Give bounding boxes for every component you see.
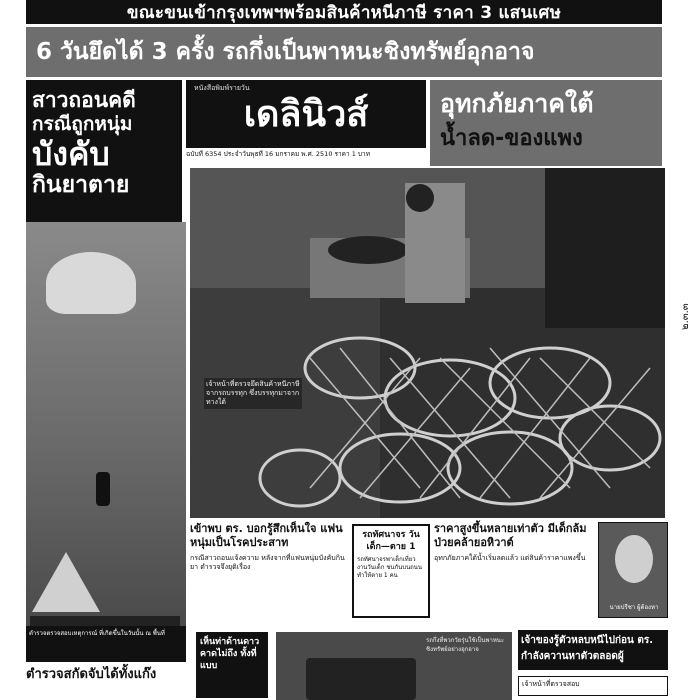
left-headline-line-1: สาวถอนคดี bbox=[32, 88, 136, 112]
bottom-box-story bbox=[352, 524, 430, 618]
masthead-name: เดลินิวส์ bbox=[243, 94, 369, 135]
bottom-story-2-headline: ราคาสูงขึ้นหลายเท่าตัว มีเด็กล้มป่วยคล้ายอหิวาต์ bbox=[434, 522, 587, 549]
masthead-tagline: หนังสือพิมพ์รายวัน bbox=[194, 84, 250, 92]
flood-headline-line-2: น้ำลด-ของแพง bbox=[440, 126, 583, 151]
flood-headline-line-1: อุทกภัยภาคใต้ bbox=[440, 89, 594, 118]
main-photo-caption: เจ้าหน้าที่ตรวจยึดสินค้าหนีภาษีจากรถบรรทุก ซึ่งบรรทุกมาจากทางใต้ bbox=[204, 378, 302, 409]
flood-headline bbox=[430, 80, 662, 166]
bottom-left-headline: ตำรวจสกัดจับได้ทั้งแก๊ง bbox=[26, 667, 157, 682]
main-photo bbox=[190, 168, 665, 518]
bottom-story-2 bbox=[434, 522, 594, 622]
bottom-box-body: รถทัศนาจรพาเด็กเที่ยวงานวันเด็ก ชนกันบนถนน ทำให้ตาย 1 คน bbox=[357, 556, 423, 579]
left-headline-line-3: บังคับ bbox=[32, 135, 110, 173]
truck-shape bbox=[306, 658, 416, 700]
bottom-story-2-body: อุทกภัยภาคใต้น้ำเริ่มลดแล้ว แต่สินค้าราคาแพงขึ้น bbox=[434, 554, 586, 562]
bottom-box-small: เห็นท่าด้านดาวคาดไม่ถึง ทั้งที่แบบ bbox=[196, 632, 268, 698]
parachute-photo bbox=[26, 222, 186, 626]
second-headline bbox=[26, 27, 662, 77]
portrait-caption: นายปรีชา ผู้ต้องหา bbox=[609, 604, 659, 611]
bottom-truck-photo bbox=[276, 632, 512, 700]
bottom-truck-caption: รถกึ่งที่พวกวัยรุ่นใช้เป็นพาหนะ ชิงทรัพย์อย่างอุกอาจ bbox=[426, 637, 505, 653]
masthead bbox=[186, 80, 426, 166]
masthead-issue-line: ฉบับที่ 6354 ประจำวันพุธที่ 16 มกราคม พ.ศ. 2510 ราคา 1 บาท bbox=[186, 150, 370, 158]
masthead-nameplate bbox=[186, 80, 426, 148]
bottom-box-headline: รถทัศนาจร วันเด็ก—ตาย 1 bbox=[362, 530, 420, 552]
bottom-left-caption-bar: ตำรวจตรวจสอบเหตุการณ์ ที่เกิดขึ้นในวันนั้น ณ พื้นที่ bbox=[26, 626, 186, 662]
parachute-canopy bbox=[46, 252, 136, 314]
bottom-right-headline: เจ้าของรู้ตัวหลบหนีไปก่อน ตร. กำลังควานหาตัวตลอดผู้ bbox=[518, 630, 668, 670]
bottom-right-subline: เจ้าหน้าที่ตรวจสอบ bbox=[518, 676, 668, 696]
left-photo-caption bbox=[30, 616, 180, 626]
second-headline-text: 6 วันยึดได้ 3 ครั้ง รถกึ่งเป็นพาหนะชิงทรัพย์อุกอาจ bbox=[36, 39, 535, 65]
left-headline-line-4: กินยาตาย bbox=[32, 172, 130, 198]
portrait-photo bbox=[598, 522, 668, 618]
side-margin-text: ๒.๓.๓ bbox=[680, 303, 691, 330]
main-photo-illustration bbox=[190, 168, 665, 518]
top-banner bbox=[26, 0, 662, 24]
portrait-face bbox=[615, 535, 653, 583]
bottom-story-1-headline: เข้าพบ ตร. บอกรู้สึกเห็นใจ แฟนหนุ่มเป็นโรคประสาท bbox=[190, 522, 343, 549]
top-banner-text: ขณะขนเข้ากรุงเทพฯพร้อมสินค้าหนีภาษี ราคา 3 แสนเศษ bbox=[126, 2, 562, 23]
left-headline-line-2: กรณีถูกหนุ่ม bbox=[32, 113, 133, 135]
parachutist-figure bbox=[96, 472, 110, 506]
bottom-story-1-body: กรณีสาวถอนแจ้งความ หลังจากที่แฟนหนุ่มบังคับกินยา ตำรวจจึงยุติเรื่อง bbox=[190, 554, 345, 571]
bottom-story-1 bbox=[190, 522, 350, 622]
left-story-headline bbox=[26, 80, 182, 222]
temple-roof-silhouette bbox=[32, 552, 100, 612]
